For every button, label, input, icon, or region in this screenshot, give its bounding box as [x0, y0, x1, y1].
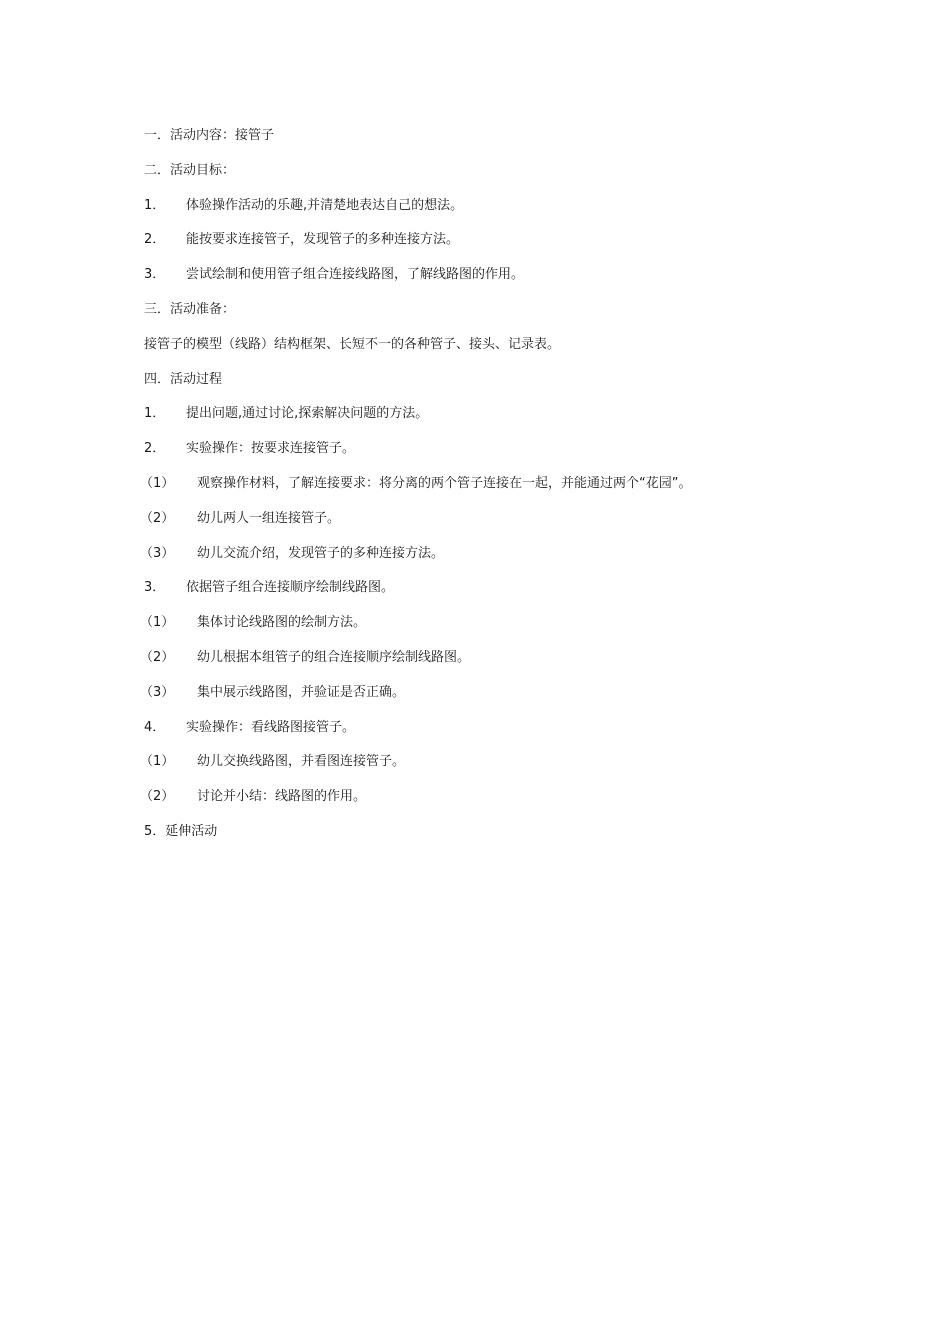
process-step-4-sub-2: （2） 讨论并小结：线路图的作用。 — [140, 789, 367, 805]
process-step-2-sub-1: （1） 观察操作材料，了解连接要求：将分离的两个管子连接在一起，并能通过两个“花园”。 — [140, 475, 692, 491]
heading-activity-content: 一．活动内容：接管子 — [144, 128, 275, 143]
process-step-2-sub-2: （2） 幼儿两人一组连接管子。 — [140, 510, 341, 526]
goal-item-3: 3． 尝试绘制和使用管子组合连接线路图，了解线路图的作用。 — [144, 267, 525, 283]
process-step-4: 4． 实验操作：看线路图接管子。 — [144, 719, 356, 735]
goal-item-2: 2． 能按要求连接管子，发现管子的多种连接方法。 — [144, 232, 460, 248]
heading-activity-process: 四．活动过程 — [144, 371, 223, 387]
heading-activity-goals: 二．活动目标： — [144, 162, 236, 178]
process-step-3: 3． 依据管子组合连接顺序绘制线路图。 — [144, 580, 395, 596]
process-step-4-sub-1: （1） 幼儿交换线路图，并看图连接管子。 — [140, 754, 406, 770]
preparation-text: 接管子的模型（线路）结构框架、长短不一的各种管子、接头、记录表。 — [144, 336, 561, 352]
process-step-3-sub-2: （2） 幼儿根据本组管子的组合连接顺序绘制线路图。 — [140, 649, 471, 665]
process-step-1: 1． 提出问题,通过讨论,探索解决问题的方法。 — [144, 406, 429, 422]
process-step-3-sub-1: （1） 集体讨论线路图的绘制方法。 — [140, 615, 367, 631]
document-body — [140, 124, 844, 855]
process-step-2-sub-3: （3） 幼儿交流介绍，发现管子的多种连接方法。 — [140, 545, 445, 561]
process-step-3-sub-3: （3） 集中展示线路图，并验证是否正确。 — [140, 684, 406, 700]
heading-activity-preparation: 三．活动准备： — [144, 301, 236, 317]
heading-extension-activity: 5．延伸活动 — [144, 823, 218, 839]
goal-item-1: 1． 体验操作活动的乐趣,并清楚地表达自己的想法。 — [144, 197, 464, 213]
process-step-2: 2． 实验操作：按要求连接管子。 — [144, 441, 356, 457]
